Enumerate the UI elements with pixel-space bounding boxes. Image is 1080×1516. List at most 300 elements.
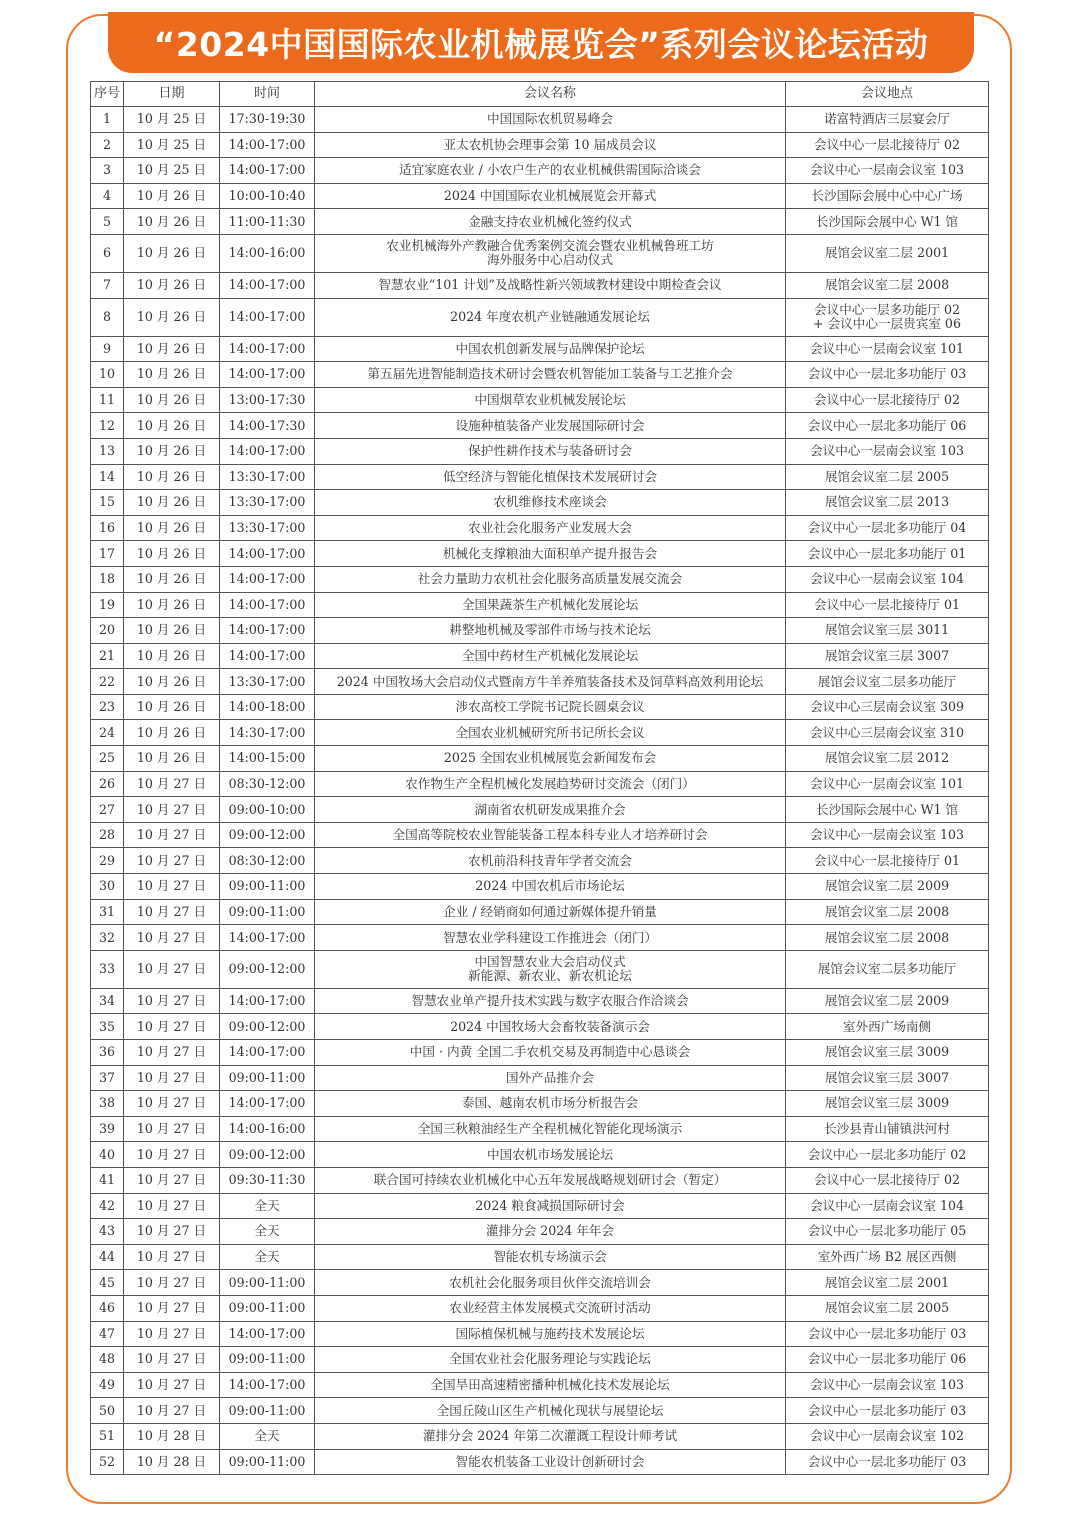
cell-date: 10 月 27 日 <box>124 822 220 848</box>
cell-index: 16 <box>91 515 124 541</box>
cell-meeting-name: 泰国、越南农机市场分析报告会 <box>315 1091 786 1117</box>
cell-date: 10 月 27 日 <box>124 1347 220 1373</box>
cell-meeting-name: 灌排分会 2024 年年会 <box>315 1219 786 1245</box>
table-row <box>91 592 989 618</box>
meeting-name-line: 新能源、新农业、新农机论坛 <box>468 968 632 984</box>
cell-meeting-name: 金融支持农业机械化签约仪式 <box>315 209 786 235</box>
cell-date: 10 月 27 日 <box>124 1398 220 1424</box>
header-index: 序号 <box>91 82 124 107</box>
cell-meeting-name: 低空经济与智能化植保技术发展研讨会 <box>315 464 786 490</box>
cell-meeting-name: 全国旱田高速精密播种机械化技术发展论坛 <box>315 1372 786 1398</box>
cell-date: 10 月 28 日 <box>124 1449 220 1475</box>
cell-index: 31 <box>91 899 124 925</box>
cell-location: 会议中心一层北多功能厅 05 <box>786 1219 989 1245</box>
cell-index: 41 <box>91 1167 124 1193</box>
cell-time: 17:30-19:30 <box>220 107 315 133</box>
cell-date: 10 月 26 日 <box>124 387 220 413</box>
cell-date: 10 月 27 日 <box>124 874 220 900</box>
cell-index: 30 <box>91 874 124 900</box>
cell-date: 10 月 26 日 <box>124 515 220 541</box>
cell-date: 10 月 27 日 <box>124 1295 220 1321</box>
cell-location: 展馆会议室二层 2013 <box>786 490 989 516</box>
cell-time: 09:00-11:00 <box>220 1398 315 1424</box>
cell-date: 10 月 26 日 <box>124 566 220 592</box>
table-row <box>91 1193 989 1219</box>
cell-location: 诺富特酒店三层宴会厅 <box>786 107 989 133</box>
cell-time: 全天 <box>220 1423 315 1449</box>
cell-location: 展馆会议室三层 3007 <box>786 1065 989 1091</box>
cell-meeting-name <box>315 950 786 988</box>
cell-meeting-name: 灌排分会 2024 年第二次灌溉工程设计师考试 <box>315 1423 786 1449</box>
cell-index: 15 <box>91 490 124 516</box>
cell-time: 14:00-17:30 <box>220 413 315 439</box>
cell-location: 会议中心一层北多功能厅 06 <box>786 1347 989 1373</box>
header-meeting-name: 会议名称 <box>315 82 786 107</box>
table-row <box>91 209 989 235</box>
cell-index: 10 <box>91 362 124 388</box>
cell-time: 14:00-17:00 <box>220 272 315 298</box>
cell-index: 37 <box>91 1065 124 1091</box>
cell-date: 10 月 26 日 <box>124 183 220 209</box>
cell-time: 09:30-11:30 <box>220 1167 315 1193</box>
table-row <box>91 1398 989 1424</box>
cell-date: 10 月 26 日 <box>124 541 220 567</box>
table-row <box>91 1423 989 1449</box>
cell-time: 14:00-17:00 <box>220 132 315 158</box>
table-row <box>91 1295 989 1321</box>
cell-time: 13:30-17:00 <box>220 515 315 541</box>
cell-index: 29 <box>91 848 124 874</box>
cell-date: 10 月 25 日 <box>124 132 220 158</box>
cell-time: 14:00-16:00 <box>220 1116 315 1142</box>
cell-index: 44 <box>91 1244 124 1270</box>
cell-meeting-name: 联合国可持续农业机械化中心五年发展战略规划研讨会（暂定） <box>315 1167 786 1193</box>
cell-date: 10 月 27 日 <box>124 1321 220 1347</box>
cell-index: 51 <box>91 1423 124 1449</box>
cell-location: 会议中心一层北多功能厅 02 <box>786 1142 989 1168</box>
cell-meeting-name: 第五届先进智能制造技术研讨会暨农机智能加工装备与工艺推介会 <box>315 362 786 388</box>
cell-time: 11:00-11:30 <box>220 209 315 235</box>
cell-date: 10 月 27 日 <box>124 1219 220 1245</box>
cell-meeting-name: 企业 / 经销商如何通过新媒体提升销量 <box>315 899 786 925</box>
cell-date: 10 月 26 日 <box>124 438 220 464</box>
cell-meeting-name <box>315 234 786 272</box>
cell-index: 28 <box>91 822 124 848</box>
cell-date: 10 月 27 日 <box>124 988 220 1014</box>
table-row <box>91 669 989 695</box>
cell-meeting-name: 智能农机装备工业设计创新研讨会 <box>315 1449 786 1475</box>
cell-index: 42 <box>91 1193 124 1219</box>
cell-date: 10 月 26 日 <box>124 272 220 298</box>
cell-location: 会议中心三层南会议室 310 <box>786 720 989 746</box>
table-row <box>91 132 989 158</box>
cell-index: 3 <box>91 158 124 184</box>
table-row <box>91 797 989 823</box>
location-line: + 会议中心一层贵宾室 06 <box>813 316 961 332</box>
cell-location: 展馆会议室二层 2008 <box>786 272 989 298</box>
cell-meeting-name: 智慧农业学科建设工作推进会（闭门） <box>315 925 786 951</box>
cell-location: 会议中心一层北多功能厅 03 <box>786 362 989 388</box>
cell-meeting-name: 全国中药材生产机械化发展论坛 <box>315 643 786 669</box>
cell-time: 09:00-12:00 <box>220 950 315 988</box>
table-row <box>91 720 989 746</box>
cell-meeting-name: 全国三秋粮油经生产全程机械化智能化现场演示 <box>315 1116 786 1142</box>
cell-date: 10 月 26 日 <box>124 643 220 669</box>
cell-date: 10 月 25 日 <box>124 107 220 133</box>
cell-meeting-name: 全国农业社会化服务理论与实践论坛 <box>315 1347 786 1373</box>
cell-meeting-name: 智慧农业“101 计划”及战略性新兴领域教材建设中期检查会议 <box>315 272 786 298</box>
cell-index: 8 <box>91 298 124 336</box>
table-row <box>91 515 989 541</box>
cell-location: 展馆会议室二层 2008 <box>786 925 989 951</box>
meeting-name-line: 中国智慧农业大会启动仪式 <box>474 954 626 970</box>
cell-index: 52 <box>91 1449 124 1475</box>
cell-index: 6 <box>91 234 124 272</box>
cell-meeting-name: 全国高等院校农业智能装备工程本科专业人才培养研讨会 <box>315 822 786 848</box>
cell-date: 10 月 27 日 <box>124 1270 220 1296</box>
table-row <box>91 413 989 439</box>
cell-time: 14:00-17:00 <box>220 541 315 567</box>
cell-time: 14:00-17:00 <box>220 1372 315 1398</box>
cell-date: 10 月 27 日 <box>124 899 220 925</box>
table-row <box>91 618 989 644</box>
cell-meeting-name: 社会力量助力农机社会化服务高质量发展交流会 <box>315 566 786 592</box>
cell-time: 14:00-17:00 <box>220 1321 315 1347</box>
cell-index: 25 <box>91 746 124 772</box>
cell-index: 43 <box>91 1219 124 1245</box>
cell-date: 10 月 26 日 <box>124 362 220 388</box>
cell-meeting-name: 保护性耕作技术与装备研讨会 <box>315 438 786 464</box>
cell-location: 长沙县青山铺镇洪河村 <box>786 1116 989 1142</box>
cell-location: 室外西广场南侧 <box>786 1014 989 1040</box>
cell-date: 10 月 27 日 <box>124 1040 220 1066</box>
cell-location: 会议中心三层南会议室 309 <box>786 694 989 720</box>
cell-date: 10 月 26 日 <box>124 669 220 695</box>
cell-index: 22 <box>91 669 124 695</box>
cell-meeting-name: 2024 中国牧场大会启动仪式暨南方牛羊养殖装备技术及饲草料高效利用论坛 <box>315 669 786 695</box>
table-row <box>91 1040 989 1066</box>
cell-meeting-name: 全国丘陵山区生产机械化现状与展望论坛 <box>315 1398 786 1424</box>
cell-meeting-name: 机械化支撑粮油大面积单产提升报告会 <box>315 541 786 567</box>
cell-index: 32 <box>91 925 124 951</box>
cell-date: 10 月 27 日 <box>124 1116 220 1142</box>
cell-meeting-name: 2025 全国农业机械展览会新闻发布会 <box>315 746 786 772</box>
cell-index: 49 <box>91 1372 124 1398</box>
cell-index: 23 <box>91 694 124 720</box>
header-time: 时间 <box>220 82 315 107</box>
cell-time: 14:00-17:00 <box>220 643 315 669</box>
cell-index: 34 <box>91 988 124 1014</box>
cell-index: 5 <box>91 209 124 235</box>
cell-time: 09:00-12:00 <box>220 1142 315 1168</box>
cell-location: 会议中心一层北接待厅 01 <box>786 592 989 618</box>
cell-index: 19 <box>91 592 124 618</box>
table-row <box>91 1321 989 1347</box>
cell-time: 09:00-11:00 <box>220 1347 315 1373</box>
cell-date: 10 月 26 日 <box>124 298 220 336</box>
cell-meeting-name: 中国烟草农业机械发展论坛 <box>315 387 786 413</box>
cell-meeting-name: 2024 中国农机后市场论坛 <box>315 874 786 900</box>
cell-time: 09:00-11:00 <box>220 1295 315 1321</box>
table-row <box>91 490 989 516</box>
cell-index: 47 <box>91 1321 124 1347</box>
table-row <box>91 298 989 336</box>
cell-index: 18 <box>91 566 124 592</box>
page-title: “2024中国国际农业机械展览会”系列会议论坛活动 <box>108 12 974 73</box>
cell-index: 26 <box>91 771 124 797</box>
cell-time: 14:00-17:00 <box>220 925 315 951</box>
cell-meeting-name: 湖南省农机研发成果推介会 <box>315 797 786 823</box>
cell-index: 48 <box>91 1347 124 1373</box>
cell-date: 10 月 27 日 <box>124 1142 220 1168</box>
cell-meeting-name: 智能农机专场演示会 <box>315 1244 786 1270</box>
cell-time: 09:00-11:00 <box>220 899 315 925</box>
header-date: 日期 <box>124 82 220 107</box>
cell-index: 12 <box>91 413 124 439</box>
cell-location <box>786 298 989 336</box>
table-row <box>91 438 989 464</box>
cell-time: 14:00-17:00 <box>220 988 315 1014</box>
cell-meeting-name: 中国国际农机贸易峰会 <box>315 107 786 133</box>
cell-location: 长沙国际会展中心中心广场 <box>786 183 989 209</box>
cell-index: 9 <box>91 336 124 362</box>
cell-meeting-name: 中国 · 内黄 全国二手农机交易及再制造中心恳谈会 <box>315 1040 786 1066</box>
cell-time: 14:00-17:00 <box>220 566 315 592</box>
cell-location: 会议中心一层北多功能厅 03 <box>786 1449 989 1475</box>
cell-index: 2 <box>91 132 124 158</box>
cell-meeting-name: 适宜家庭农业 / 小农户生产的农业机械供需国际洽谈会 <box>315 158 786 184</box>
cell-date: 10 月 26 日 <box>124 234 220 272</box>
table-row <box>91 848 989 874</box>
cell-location: 室外西广场 B2 展区西侧 <box>786 1244 989 1270</box>
cell-date: 10 月 27 日 <box>124 1193 220 1219</box>
cell-time: 09:00-12:00 <box>220 822 315 848</box>
cell-meeting-name: 涉农高校工学院书记院长圆桌会议 <box>315 694 786 720</box>
cell-location: 展馆会议室二层 2012 <box>786 746 989 772</box>
cell-meeting-name: 农机前沿科技青年学者交流会 <box>315 848 786 874</box>
cell-time: 09:00-11:00 <box>220 874 315 900</box>
cell-location: 展馆会议室二层 2001 <box>786 1270 989 1296</box>
table-row <box>91 899 989 925</box>
cell-location: 会议中心一层北接待厅 02 <box>786 132 989 158</box>
cell-date: 10 月 27 日 <box>124 1167 220 1193</box>
meeting-name-line: 农业机械海外产教融合优秀案例交流会暨农业机械鲁班工坊 <box>386 238 714 254</box>
cell-location: 展馆会议室二层 2005 <box>786 1295 989 1321</box>
cell-location: 展馆会议室三层 3011 <box>786 618 989 644</box>
cell-time: 08:30-12:00 <box>220 771 315 797</box>
cell-time: 13:00-17:30 <box>220 387 315 413</box>
cell-meeting-name: 中国农机创新发展与品牌保护论坛 <box>315 336 786 362</box>
cell-time: 14:00-17:00 <box>220 336 315 362</box>
cell-date: 10 月 27 日 <box>124 797 220 823</box>
cell-time: 09:00-11:00 <box>220 1449 315 1475</box>
cell-location: 会议中心一层南会议室 104 <box>786 566 989 592</box>
cell-date: 10 月 26 日 <box>124 464 220 490</box>
cell-location: 展馆会议室二层 2009 <box>786 988 989 1014</box>
cell-index: 36 <box>91 1040 124 1066</box>
cell-date: 10 月 27 日 <box>124 1372 220 1398</box>
cell-time: 全天 <box>220 1219 315 1245</box>
cell-location: 会议中心一层南会议室 103 <box>786 438 989 464</box>
table-row <box>91 925 989 951</box>
schedule-table <box>90 81 989 1475</box>
cell-meeting-name: 设施种植装备产业发展国际研讨会 <box>315 413 786 439</box>
cell-location: 展馆会议室二层 2008 <box>786 899 989 925</box>
cell-date: 10 月 27 日 <box>124 771 220 797</box>
table-row <box>91 183 989 209</box>
cell-meeting-name: 国外产品推介会 <box>315 1065 786 1091</box>
cell-time: 14:00-17:00 <box>220 158 315 184</box>
cell-index: 14 <box>91 464 124 490</box>
cell-date: 10 月 26 日 <box>124 694 220 720</box>
cell-meeting-name: 农机社会化服务项目伙伴交流培训会 <box>315 1270 786 1296</box>
cell-time: 09:00-11:00 <box>220 1065 315 1091</box>
cell-time: 08:30-12:00 <box>220 848 315 874</box>
meeting-name-line: 海外服务中心启动仪式 <box>487 252 613 268</box>
cell-date: 10 月 27 日 <box>124 848 220 874</box>
cell-meeting-name: 智慧农业单产提升技术实践与数字农服合作洽谈会 <box>315 988 786 1014</box>
table-row <box>91 874 989 900</box>
cell-meeting-name: 全国果蔬茶生产机械化发展论坛 <box>315 592 786 618</box>
cell-index: 35 <box>91 1014 124 1040</box>
cell-index: 11 <box>91 387 124 413</box>
cell-index: 20 <box>91 618 124 644</box>
cell-meeting-name: 2024 中国国际农业机械展览会开幕式 <box>315 183 786 209</box>
cell-date: 10 月 27 日 <box>124 1244 220 1270</box>
cell-time: 14:00-15:00 <box>220 746 315 772</box>
cell-date: 10 月 25 日 <box>124 158 220 184</box>
cell-location: 会议中心一层南会议室 104 <box>786 1193 989 1219</box>
cell-index: 33 <box>91 950 124 988</box>
cell-date: 10 月 27 日 <box>124 1091 220 1117</box>
cell-index: 39 <box>91 1116 124 1142</box>
cell-date: 10 月 27 日 <box>124 950 220 988</box>
cell-date: 10 月 27 日 <box>124 1065 220 1091</box>
cell-index: 21 <box>91 643 124 669</box>
cell-location: 展馆会议室二层多功能厅 <box>786 669 989 695</box>
cell-meeting-name: 中国农机市场发展论坛 <box>315 1142 786 1168</box>
cell-location: 展馆会议室二层 2001 <box>786 234 989 272</box>
cell-index: 7 <box>91 272 124 298</box>
cell-location: 会议中心一层北多功能厅 03 <box>786 1321 989 1347</box>
table-row <box>91 822 989 848</box>
table-header-row <box>91 82 989 107</box>
cell-location: 会议中心一层北多功能厅 04 <box>786 515 989 541</box>
cell-location: 展馆会议室三层 3007 <box>786 643 989 669</box>
cell-date: 10 月 27 日 <box>124 925 220 951</box>
cell-location: 会议中心一层南会议室 101 <box>786 336 989 362</box>
cell-time: 14:30-17:00 <box>220 720 315 746</box>
cell-time: 13:30-17:00 <box>220 464 315 490</box>
cell-date: 10 月 26 日 <box>124 413 220 439</box>
cell-time: 14:00-17:00 <box>220 1040 315 1066</box>
cell-date: 10 月 26 日 <box>124 336 220 362</box>
table-row <box>91 387 989 413</box>
cell-time: 14:00-17:00 <box>220 618 315 644</box>
cell-index: 4 <box>91 183 124 209</box>
cell-location: 会议中心一层北接待厅 02 <box>786 1167 989 1193</box>
cell-time: 14:00-16:00 <box>220 234 315 272</box>
cell-location: 会议中心一层北接待厅 02 <box>786 387 989 413</box>
cell-location: 会议中心一层北多功能厅 03 <box>786 1398 989 1424</box>
cell-meeting-name: 农机维修技术座谈会 <box>315 490 786 516</box>
cell-time: 13:30-17:00 <box>220 490 315 516</box>
table-row <box>91 158 989 184</box>
cell-index: 17 <box>91 541 124 567</box>
cell-index: 50 <box>91 1398 124 1424</box>
cell-meeting-name: 农业经营主体发展模式交流研讨活动 <box>315 1295 786 1321</box>
cell-location: 会议中心一层南会议室 101 <box>786 771 989 797</box>
cell-date: 10 月 26 日 <box>124 746 220 772</box>
cell-location: 会议中心一层南会议室 103 <box>786 822 989 848</box>
cell-meeting-name: 2024 粮食减损国际研讨会 <box>315 1193 786 1219</box>
cell-location: 展馆会议室三层 3009 <box>786 1091 989 1117</box>
cell-meeting-name: 农作物生产全程机械化发展趋势研讨交流会（闭门） <box>315 771 786 797</box>
cell-date: 10 月 26 日 <box>124 490 220 516</box>
cell-date: 10 月 26 日 <box>124 592 220 618</box>
table-row <box>91 541 989 567</box>
cell-time: 14:00-17:00 <box>220 1091 315 1117</box>
cell-time: 14:00-17:00 <box>220 438 315 464</box>
table-row <box>91 1014 989 1040</box>
cell-location: 会议中心一层南会议室 102 <box>786 1423 989 1449</box>
cell-location: 会议中心一层北接待厅 01 <box>786 848 989 874</box>
cell-date: 10 月 26 日 <box>124 720 220 746</box>
table-row <box>91 746 989 772</box>
cell-time: 09:00-10:00 <box>220 797 315 823</box>
cell-time: 14:00-18:00 <box>220 694 315 720</box>
table-row <box>91 1372 989 1398</box>
table-row <box>91 272 989 298</box>
cell-index: 1 <box>91 107 124 133</box>
table-row <box>91 1449 989 1475</box>
cell-date: 10 月 26 日 <box>124 209 220 235</box>
table-row <box>91 771 989 797</box>
location-line: 会议中心一层多功能厅 02 <box>814 302 960 318</box>
cell-location: 展馆会议室二层 2005 <box>786 464 989 490</box>
cell-date: 10 月 28 日 <box>124 1423 220 1449</box>
cell-time: 09:00-12:00 <box>220 1014 315 1040</box>
cell-index: 45 <box>91 1270 124 1296</box>
table-row <box>91 107 989 133</box>
cell-location: 会议中心一层南会议室 103 <box>786 158 989 184</box>
table-row <box>91 566 989 592</box>
cell-time: 14:00-17:00 <box>220 592 315 618</box>
cell-meeting-name: 农业社会化服务产业发展大会 <box>315 515 786 541</box>
table-row <box>91 362 989 388</box>
cell-index: 27 <box>91 797 124 823</box>
table-row <box>91 1091 989 1117</box>
table-row <box>91 1167 989 1193</box>
cell-index: 40 <box>91 1142 124 1168</box>
table-row <box>91 1219 989 1245</box>
table-row <box>91 1244 989 1270</box>
cell-time: 14:00-17:00 <box>220 362 315 388</box>
cell-meeting-name: 国际植保机械与施药技术发展论坛 <box>315 1321 786 1347</box>
cell-time: 全天 <box>220 1193 315 1219</box>
cell-index: 38 <box>91 1091 124 1117</box>
table-row <box>91 643 989 669</box>
cell-meeting-name: 2024 年度农机产业链融通发展论坛 <box>315 298 786 336</box>
cell-meeting-name: 耕整地机械及零部件市场与技术论坛 <box>315 618 786 644</box>
cell-meeting-name: 全国农业机械研究所书记所长会议 <box>315 720 786 746</box>
table-row <box>91 1065 989 1091</box>
cell-index: 46 <box>91 1295 124 1321</box>
table-row <box>91 988 989 1014</box>
table-row <box>91 336 989 362</box>
cell-date: 10 月 26 日 <box>124 618 220 644</box>
cell-location: 展馆会议室二层 2009 <box>786 874 989 900</box>
